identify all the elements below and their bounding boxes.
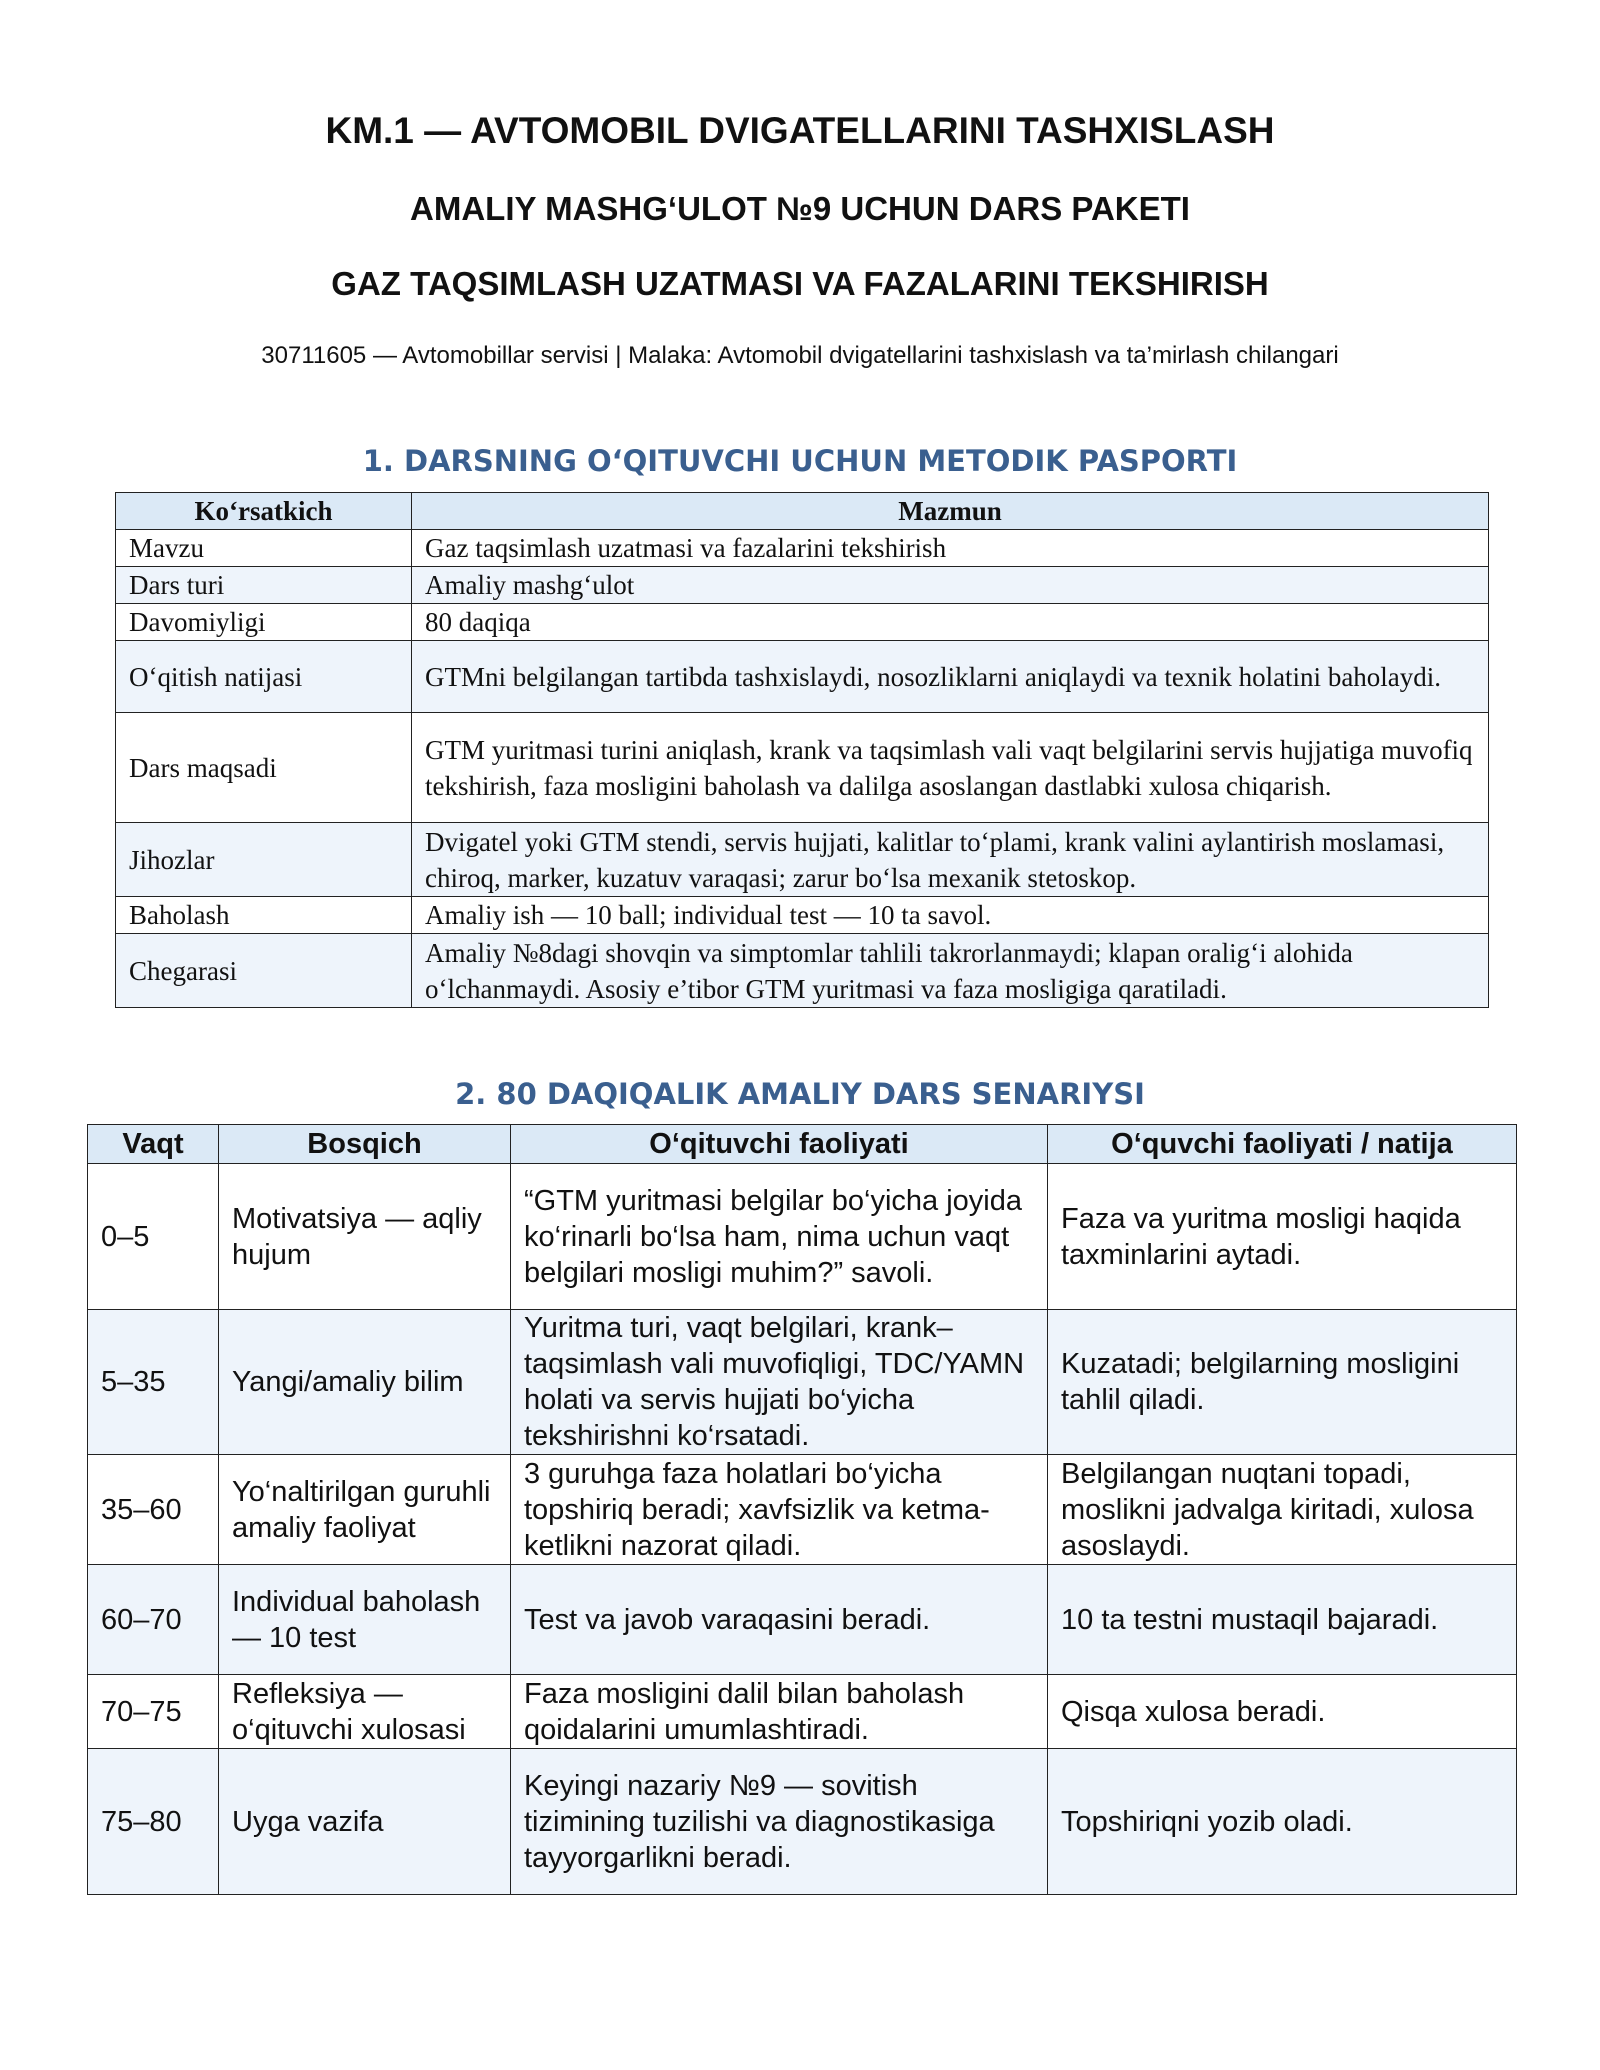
student-cell: Belgilangan nuqtani topadi, moslikni jadvalga kiritadi, xulosa asoslaydi. — [1048, 1455, 1517, 1565]
table-row — [88, 1455, 1517, 1565]
lesson-topic: GAZ TAQSIMLASH UZATMASI VA FAZALARINI TEKSHIRISH — [331, 265, 1269, 302]
column-header: Bosqich — [219, 1125, 511, 1164]
teacher-cell: Test va javob varaqasini beradi. — [511, 1565, 1048, 1675]
teacher-cell: Faza mosligini dalil bilan baholash qoidalarini umumlashtiradi. — [511, 1675, 1048, 1749]
row-key: O‘qitish natijasi — [116, 641, 412, 713]
stage-cell: Yangi/amaliy bilim — [219, 1310, 511, 1455]
table-row — [116, 567, 1489, 604]
column-header: Vaqt — [88, 1125, 219, 1164]
student-cell: Kuzatadi; belgilarning mosligini tahlil qiladi. — [1048, 1310, 1517, 1455]
student-cell: Faza va yuritma mosligi haqida taxminlarini aytadi. — [1048, 1164, 1517, 1310]
document-title: KM.1 — AVTOMOBIL DVIGATELLARINI TASHXISLASH — [325, 110, 1275, 151]
student-cell: Topshiriqni yozib oladi. — [1048, 1749, 1517, 1895]
column-header: Ko‘rsatkich — [116, 493, 412, 530]
teacher-cell: Keyingi nazariy №9 — sovitish tizimining tuzilishi va diagnostikasiga tayyorgarlikni beradi. — [511, 1749, 1048, 1895]
stage-cell: Motivatsiya — aqliy hujum — [219, 1164, 511, 1310]
table-header-row — [116, 493, 1489, 530]
row-key: Chegarasi — [116, 934, 412, 1008]
column-header: Mazmun — [412, 493, 1489, 530]
row-value: 80 daqiqa — [412, 604, 1489, 641]
time-cell: 60–70 — [88, 1565, 219, 1675]
table-row — [116, 934, 1489, 1008]
table-row — [88, 1164, 1517, 1310]
teacher-cell: Yuritma turi, vaqt belgilari, krank–taqsimlash vali muvofiqligi, TDC/YAMN holati va servis hujjati bo‘yicha tekshirishni ko‘rsatadi. — [511, 1310, 1048, 1455]
stage-cell: Refleksiya — o‘qituvchi xulosasi — [219, 1675, 511, 1749]
table-row — [88, 1675, 1517, 1749]
row-value: Amaliy mashg‘ulot — [412, 567, 1489, 604]
stage-cell: Uyga vazifa — [219, 1749, 511, 1895]
table-row — [116, 713, 1489, 823]
table-row — [116, 641, 1489, 713]
table-row — [116, 604, 1489, 641]
row-value: GTMni belgilangan tartibda tashxislaydi, nosozliklarni aniqlaydi va texnik holatini baholaydi. — [412, 641, 1489, 713]
table-row — [88, 1310, 1517, 1455]
row-key: Davomiyligi — [116, 604, 412, 641]
row-value: Amaliy №8dagi shovqin va simptomlar tahlili takrorlanmaydi; klapan oralig‘i alohida o‘lchanmaydi. Asosiy e’tibor GTM yuritmasi va faza mosligiga qaratiladi. — [412, 934, 1489, 1008]
row-value: Amaliy ish — 10 ball; individual test — 10 ta savol. — [412, 897, 1489, 934]
stage-cell: Individual baholash — 10 test — [219, 1565, 511, 1675]
table-row — [116, 823, 1489, 897]
row-value: Gaz taqsimlash uzatmasi va fazalarini tekshirish — [412, 530, 1489, 567]
row-key: Dars maqsadi — [116, 713, 412, 823]
time-cell: 5–35 — [88, 1310, 219, 1455]
time-cell: 35–60 — [88, 1455, 219, 1565]
table-row — [88, 1749, 1517, 1895]
row-key: Jihozlar — [116, 823, 412, 897]
column-header: O‘quvchi faoliyati / natija — [1048, 1125, 1517, 1164]
table-row — [88, 1565, 1517, 1675]
student-cell: Qisqa xulosa beradi. — [1048, 1675, 1517, 1749]
table-row — [116, 897, 1489, 934]
column-header: O‘qituvchi faoliyati — [511, 1125, 1048, 1164]
time-cell: 0–5 — [88, 1164, 219, 1310]
row-key: Baholash — [116, 897, 412, 934]
section2-heading: 2. 80 DAQIQALIK AMALIY DARS SENARIYSI — [455, 1077, 1145, 1111]
document-subtitle: AMALIY MASHG‘ULOT №9 UCHUN DARS PAKETI — [410, 190, 1190, 227]
table-header-row — [88, 1125, 1517, 1164]
stage-cell: Yo‘naltirilgan guruhli amaliy faoliyat — [219, 1455, 511, 1565]
row-key: Dars turi — [116, 567, 412, 604]
row-value: Dvigatel yoki GTM stendi, servis hujjati, kalitlar to‘plami, krank valini aylantirish moslamasi, chiroq, marker, kuzatuv varaqasi; zarur bo‘lsa mexanik stetoskop. — [412, 823, 1489, 897]
teacher-cell: 3 guruhga faza holatlari bo‘yicha topshiriq beradi; xavfsizlik va ketma-ketlikni nazorat qiladi. — [511, 1455, 1048, 1565]
table-row — [116, 530, 1489, 567]
program-info: 30711605 — Avtomobillar servisi | Malaka: Avtomobil dvigatellarini tashxislash va ta’mirlash chilangari — [261, 342, 1339, 369]
time-cell: 70–75 — [88, 1675, 219, 1749]
row-value: GTM yuritmasi turini aniqlash, krank va taqsimlash vali vaqt belgilarini servis hujjatiga muvofiq tekshirish, faza mosligini baholash va dalilga asoslangan dastlabki xulosa chiqarish. — [412, 713, 1489, 823]
scenario-table — [87, 1124, 1517, 1895]
time-cell: 75–80 — [88, 1749, 219, 1895]
passport-table — [115, 492, 1489, 1008]
row-key: Mavzu — [116, 530, 412, 567]
section1-heading: 1. DARSNING O‘QITUVCHI UCHUN METODIK PASPORTI — [362, 444, 1238, 478]
student-cell: 10 ta testni mustaqil bajaradi. — [1048, 1565, 1517, 1675]
teacher-cell: “GTM yuritmasi belgilar bo‘yicha joyida ko‘rinarli bo‘lsa ham, nima uchun vaqt belgilari mosligi muhim?” savoli. — [511, 1164, 1048, 1310]
